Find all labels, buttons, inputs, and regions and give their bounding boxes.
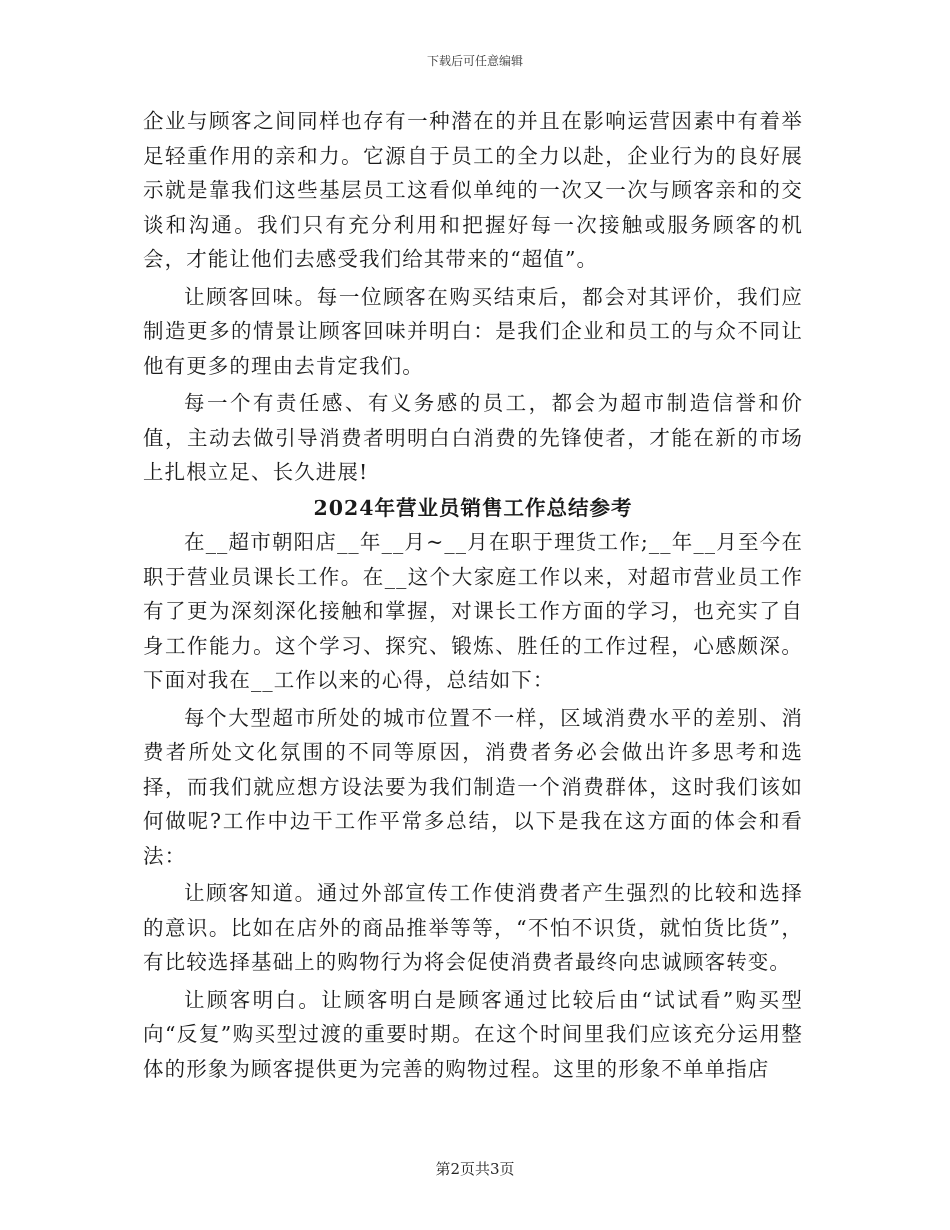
section-title: 2024年营业员销售工作总结参考	[313, 495, 633, 520]
paragraph-6: 让顾客知道。通过外部宣传工作使消费者产生强烈的比较和选择的意识。比如在店外的商品推举等等，“不怕不识货，就怕货比货”，有比较选择基础上的购物行为将会促使消费者最终向忠诚顾客转变。	[143, 881, 803, 974]
paragraph-7: 让顾客明白。让顾客明白是顾客通过比较后由“试试看”购买型向“反复”购买型过渡的重要时期。在这个时间里我们应该充分运用整体的形象为顾客提供更为完善的购物过程。这里的形象不单单指店	[143, 987, 803, 1081]
page-header: 下载后可任意编辑	[426, 54, 523, 68]
page-footer: 第2页共3页	[435, 1160, 515, 1178]
paragraph-2: 让顾客回味。每一位顾客在购买结束后，都会对其评价，我们应制造更多的情景让顾客回味并明白：是我们企业和员工的与众不同让他有更多的理由去肯定我们。	[143, 284, 803, 378]
paragraph-4: 在__超市朝阳店__年__月~__月在职于理货工作;__年__月至今在职于营业员课长工作。在__这个大家庭工作以来，对超市营业员工作有了更为深刻深化接触和掌握，对课长工作方面的学习，也充实了自身工作能力。这个学习、探究、锻炼、胜任的工作过程，心感颇深。下面对我在__工作以来的心得，总结如下：	[143, 530, 803, 692]
document-body	[143, 104, 803, 1086]
paragraph-1: 企业与顾客之间同样也存有一种潜在的并且在影响运营因素中有着举足轻重作用的亲和力。它源自于员工的全力以赴，企业行为的良好展示就是靠我们这些基层员工这看似单纯的一次又一次与顾客亲和的交谈和沟通。我们只有充分利用和把握好每一次接触或服务顾客的机会，才能让他们去感受我们给其带来的“超值”。	[143, 109, 803, 271]
paragraph-3: 每一个有责任感、有义务感的员工，都会为超市制造信誉和价值，主动去做引导消费者明明白白消费的先锋使者，才能在新的市场上扎根立足、长久进展!	[143, 391, 803, 484]
paragraph-5: 每个大型超市所处的城市位置不一样，区域消费水平的差别、消费者所处文化氛围的不同等原因，消费者务必会做出许多思考和选择，而我们就应想方设法要为我们制造一个消费群体，这时我们该如何做呢?工作中边干工作平常多总结，以下是我在这方面的体会和看法：	[143, 705, 803, 868]
